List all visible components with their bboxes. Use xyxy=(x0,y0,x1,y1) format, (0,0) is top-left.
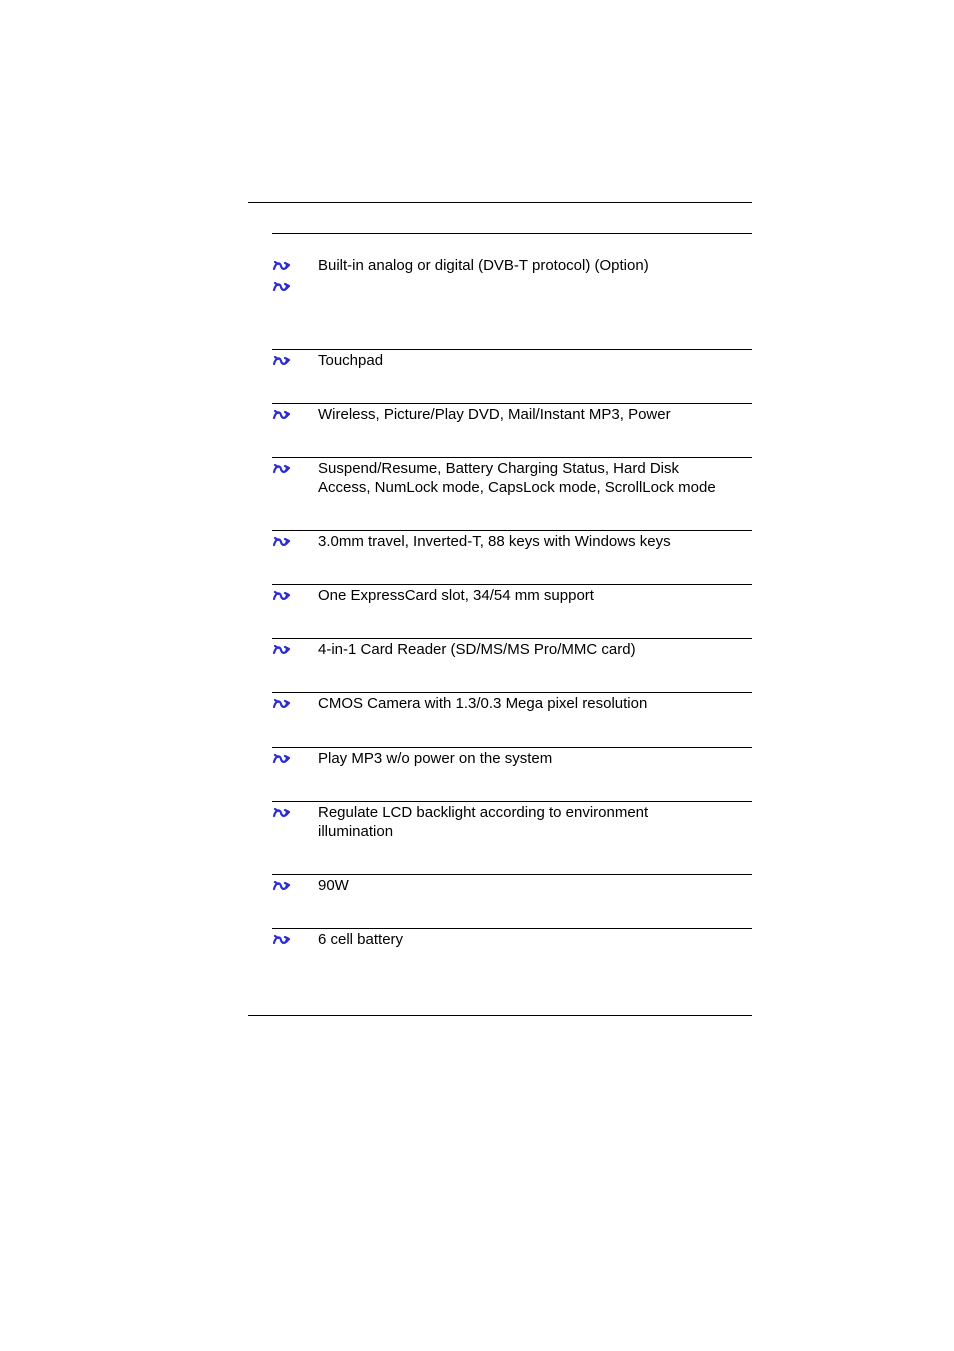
row-divider xyxy=(272,530,752,531)
bullet-column xyxy=(272,640,300,665)
spec-text: Wireless, Picture/Play DVD, Mail/Instant MP3, Power xyxy=(318,406,671,423)
top-rule xyxy=(248,202,752,203)
row-divider xyxy=(272,584,752,585)
bullet-column xyxy=(272,803,300,828)
swirl-bullet-icon xyxy=(272,463,294,475)
spec-text: Regulate LCD backlight according to environment illumination xyxy=(318,804,649,840)
spec-text: Suspend/Resume, Battery Charging Status, Hard Disk Access, NumLock mode, CapsLock mode, ScrollLock mode xyxy=(318,460,716,496)
spec-text: 90W xyxy=(318,877,349,894)
bullet-column xyxy=(272,405,300,430)
row-divider xyxy=(272,692,752,693)
bullet-column xyxy=(272,694,300,719)
swirl-bullet-icon xyxy=(272,880,294,892)
swirl-bullet-icon xyxy=(272,807,294,819)
spec-text: One ExpressCard slot, 34/54 mm support xyxy=(318,587,594,604)
bullet-column xyxy=(272,749,300,774)
bullet-column xyxy=(272,876,300,901)
swirl-bullet-icon xyxy=(272,698,294,710)
swirl-bullet-icon xyxy=(272,753,294,765)
bullet-column xyxy=(272,459,300,484)
bottom-rule xyxy=(248,1015,752,1016)
spec-text: 4-in-1 Card Reader (SD/MS/MS Pro/MMC card) xyxy=(318,641,636,658)
bullet-column xyxy=(272,532,300,557)
row-divider xyxy=(272,747,752,748)
swirl-bullet-icon xyxy=(272,355,294,367)
row-divider xyxy=(272,801,752,802)
swirl-bullet-icon xyxy=(272,260,294,272)
swirl-bullet-icon xyxy=(272,590,294,602)
header-rule xyxy=(272,233,752,234)
row-divider xyxy=(272,638,752,639)
swirl-bullet-icon xyxy=(272,644,294,656)
swirl-bullet-icon xyxy=(272,934,294,946)
spec-text: 6 cell battery xyxy=(318,931,404,948)
bullet-column xyxy=(272,351,300,376)
row-divider xyxy=(272,349,752,350)
spec-text: Touchpad xyxy=(318,352,384,369)
spec-text: Built-in analog or digital (DVB-T protocol) (Option) xyxy=(318,257,649,274)
bullet-column xyxy=(272,586,300,611)
row-divider xyxy=(272,928,752,929)
row-divider xyxy=(272,403,752,404)
swirl-bullet-icon xyxy=(272,281,294,293)
row-divider xyxy=(272,874,752,875)
bullet-column xyxy=(272,256,300,302)
spec-text: CMOS Camera with 1.3/0.3 Mega pixel resolution xyxy=(318,695,648,712)
bullet-column xyxy=(272,930,300,955)
spec-text: 3.0mm travel, Inverted-T, 88 keys with Windows keys xyxy=(318,533,671,550)
swirl-bullet-icon xyxy=(272,409,294,421)
spec-text: Play MP3 w/o power on the system xyxy=(318,750,553,767)
swirl-bullet-icon xyxy=(272,536,294,548)
row-divider xyxy=(272,457,752,458)
